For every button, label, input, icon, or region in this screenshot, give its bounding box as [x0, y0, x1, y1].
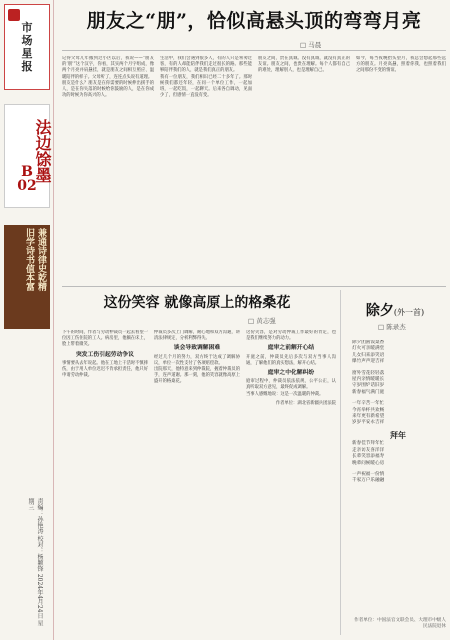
edition-info: 责编：孙艳涛 校对：杨颖锋 2024年4月24日 星期三 [27, 498, 43, 627]
poem-stanza [352, 472, 444, 485]
poem-footer: 作者单位：中国法官文联会员、大理市中级人民法院退休 [354, 618, 446, 629]
article2-column [246, 330, 336, 630]
masthead-char: 市 [21, 21, 33, 34]
article1-paragraph: 朋友是什么？朋友是在你需要的时候伸出援手的人，是在你失落的时候给你鼓励的人，是在你成功的时候为你高兴的人。 [62, 80, 154, 99]
divider [62, 50, 446, 51]
poem-line: 除夕团圆饭桌香 [352, 340, 385, 345]
article1-paragraph: 我有一位朋友，我们相识已经二十多年了。那时候我们都还年轻，在同一个单位工作，一起加班，一起吃饭，一起聊天。后来各自调动，见面少了，但感情一直没有变。 [160, 74, 252, 99]
poem-line: 一年辛苦一年忙 [352, 401, 385, 407]
article1-paragraph: 生活中，我们会遇到很多人，有的人只是匆匆过客，有的人却能陪伴我们走过很长的路。那些能够陪伴我们的人，就是我们真正的朋友。 [160, 56, 252, 74]
article2-paragraph: 这份笑容，是对劳动仲裁工作最好的肯定，也是我们继续努力的动力。 [246, 330, 336, 342]
poem-line: 岁岁平安永吉祥 [352, 420, 385, 426]
article1-column [356, 56, 446, 282]
divider [62, 286, 446, 287]
article2-paragraph: 仲裁员多次上门调解，耐心地和双方沟通，讲清法律规定，分析利弊得失。 [154, 330, 240, 342]
poem-byline: □ 陈录杰 [378, 323, 406, 331]
masthead [4, 4, 50, 90]
poem-stanza [352, 340, 444, 366]
poem-line: 一声祝福一份情 [352, 471, 385, 477]
poem-second-title: 拜年 [390, 429, 406, 440]
article2-column [62, 330, 148, 630]
poem-line: 守岁围炉话旧岁 [352, 383, 385, 389]
article2-paragraph: 开庭之前，仲裁员先后多次与双方当事人沟通，了解他们的真实想法，解开心结。 [246, 354, 336, 366]
poem-line: 今宵举杯共欢畅 [352, 407, 385, 413]
promo-line: 旧学诗书值本富 [24, 228, 34, 291]
poem-line: 儿女归来添笑语 [352, 352, 385, 358]
poem-line: 长辈笑容添福寿 [352, 454, 385, 460]
poem-stanza [352, 401, 444, 427]
poem-line: 灯火可亲暖满堂 [352, 346, 385, 352]
poem-stanza [352, 371, 444, 397]
promo-line: 兼通诗律史乾精 [36, 228, 46, 291]
poem-line: 新春福气满门庭 [352, 389, 385, 395]
left-sidebar [0, 0, 54, 640]
vertical-divider [340, 290, 341, 635]
poem-stanza [352, 441, 444, 467]
poem-line: 窗外雪花轻轻落 [352, 370, 385, 376]
article1-column [160, 56, 252, 282]
article2-section-title: 谈会导致调解困难 [173, 345, 221, 352]
article1-paragraph: 朋友之间，贵在真诚。没有真诚，就没有真正的友谊。朋友之间，也贵在理解。每个人都有自己的难处，理解别人，也是理解自己。 [258, 56, 350, 74]
article2-paragraph: 经过几个月的努力，双方终于达成了调解协议，单位一次性支付了各项赔偿款。 [154, 354, 240, 366]
page-number [4, 165, 50, 195]
poem-title-text: 除夕 [365, 303, 394, 319]
main-content [58, 0, 450, 640]
page-label: B [21, 164, 33, 180]
article1-paragraph: 如今，每当夜晚抬头望月，我总会想起那些远方的朋友。月亮高悬，照着你我，也照着我们之间那份不变的情谊。 [356, 56, 446, 74]
poem-line: 千家万户乐融融 [352, 478, 385, 484]
masthead-char: 场 [21, 34, 33, 47]
article2-section-title: 突发工伤引起劳动争议 [76, 351, 134, 358]
poem-line: 走亲访友喜洋洋 [352, 447, 385, 453]
article2-paragraph: 庭审过程中，仲裁员依法依规、公平公正，认真听取双方意见，最终促成调解。 [246, 379, 336, 391]
article2-column [154, 330, 240, 630]
article1-column [62, 56, 154, 282]
article2-byline: □ 黄志强 [248, 317, 276, 325]
masthead-char: 星 [21, 47, 33, 60]
article2-paragraph: 事情要从去年说起。他在工地上干活时不慎摔伤，由于用人单位迟迟不肯承担责任，他只好申请劳动仲裁。 [62, 360, 148, 379]
promo-banner [4, 225, 50, 329]
article2-section-title: 庭审之中化解纠纷 [267, 370, 315, 377]
article2-paragraph: 出院那天，他特意来到仲裁院，握着仲裁员的手，连声道谢。那一刻，他的笑容就像高原上盛开的格桑花。 [154, 367, 240, 385]
poem-title [346, 300, 444, 320]
article1-paragraph: 记得父母几年搬到过小区以后，我说——“朋友的‘朋’”这个汉字，你看，其实两个月字组成，像两个月亮并肩悬挂，就是朋友之间相互照应、温暖陪伴的样子。父母听了，连连点头说有道理。 [62, 56, 154, 80]
page-number-value: 02 [17, 178, 37, 194]
poem-line: 屋内亲情暖暖长 [352, 377, 385, 383]
article2-headline: 这份笑容 就像高原上的格桑花 [103, 295, 291, 311]
article1-column [258, 56, 350, 282]
article2-footer: 作者单位：湖北省新疆兵团法院 [275, 400, 336, 406]
article2-section-title: 庭审之前解开心结 [267, 345, 315, 352]
article1-byline: □ 马晨 [300, 41, 322, 49]
poem-body [352, 340, 444, 610]
poem-line: 爆竹声声迎吉祥 [352, 359, 385, 365]
poem-subtitle: (外一首) [393, 308, 425, 317]
article2-paragraph: 下午的时间，作者与劳动仲裁员一起去看望一位因工伤住院的工人。病房里，他躺在床上，脸上带着微笑。 [62, 330, 148, 348]
masthead-logo-icon [8, 9, 20, 21]
article1-headline: 朋友之“朋”，恰似高悬头顶的弯弯月亮 [86, 10, 422, 32]
article2-paragraph: 当事人感慨地说：这是一次温暖的仲裁。 [246, 391, 324, 397]
poem-line: 新春佳节拜年忙 [352, 441, 385, 447]
poem-line: 晚辈问候暖心房 [352, 460, 385, 466]
masthead-char: 报 [21, 60, 33, 73]
section-title: 法边馀墨 [33, 119, 52, 183]
poem-line: 来年更有新希望 [352, 414, 385, 420]
